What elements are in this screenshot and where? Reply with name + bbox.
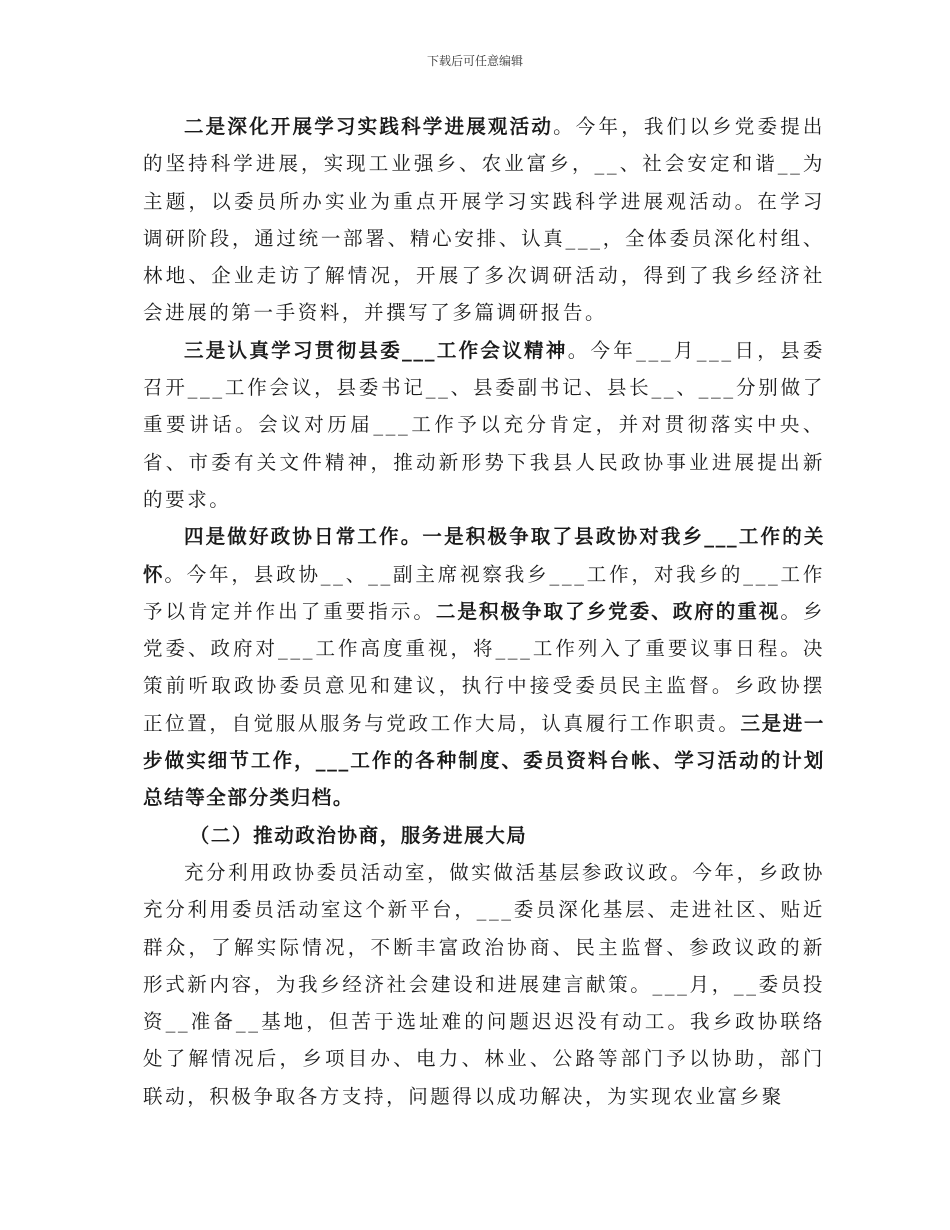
paragraph-text: 。今年，县政协__、__副主席视察我乡___工作，对我乡的___工作予以肯定并作出了重要指示。 [143, 562, 825, 623]
paragraph-lead-2: 二是积极争取了乡党委、政府的重视 [435, 599, 781, 623]
paragraph-lead: 二是深化开展学习实践科学进展观活动 [183, 115, 554, 138]
paragraph-2 [143, 108, 825, 332]
paragraph-text: 。今年___月___日，县委召开___工作会议，县委书记__、县委副书记、县长__、___分别做了重要讲话。会议对历届___工作予以充分肯定，并对贯彻落实中央、省、市委有关文件精神，推动新形势下我县人民政协事业进展提出新的要求。 [143, 338, 825, 511]
paragraph-text-2: 。乡党委、政府对___工作高度重视，将___工作列入了重要议事日程。决策前听取政协委员意见和建议，执行中接受委员民主监督。乡政协摆正位置，自觉服从服务与党政工作大局，认真履行工作职责。 [143, 599, 825, 735]
paragraph-text: 。今年，我们以乡党委提出的坚持科学进展，实现工业强乡、农业富乡，__、社会安定和谐__为主题，以委员所办实业为重点开展学习实践科学进展观活动。在学习调研阶段，通过统一部署、精心安排、认真___，全体委员深化村组、林地、企业走访了解情况，开展了多次调研活动，得到了我乡经济社会进展的第一手资料，并撰写了多篇调研报告。 [143, 115, 826, 325]
paragraph-3 [143, 332, 825, 518]
paragraph-5: 充分利用政协委员活动室，做实做活基层参政议政。今年，乡政协充分利用委员活动室这个新平台，___委员深化基层、走进社区、贴近群众，了解实际情况，不断丰富政治协商、民主监督、参政议政的新形式新内容，为我乡经济社会建设和进展建言献策。___月，__委员投资__准备__基地，但苦于选址难的问题迟迟没有动工。我乡政协联络处了解情况后，乡项目办、电力、林业、公路等部门予以协助，部门联动，积极争取各方支持，问题得以成功解决，为实现农业富乡聚 [143, 860, 825, 1108]
section-subheading: （二）推动政治协商，服务进展大局 [189, 823, 528, 847]
paragraph-lead: 四是做好政协日常工作。一是积极争取了县政协对我乡___工作的关怀 [143, 525, 825, 586]
page-header: 下载后可任意编辑 [426, 54, 523, 68]
paragraph-lead-3: 三是进一步做实细节工作，___工作的各种制度、委员资料台帐、学习活动的计划总结等全部分类归档。 [143, 711, 826, 810]
document-body [143, 108, 825, 1115]
paragraph-4 [143, 518, 825, 816]
paragraph-lead: 三是认真学习贯彻县委___工作会议精神 [183, 338, 568, 362]
